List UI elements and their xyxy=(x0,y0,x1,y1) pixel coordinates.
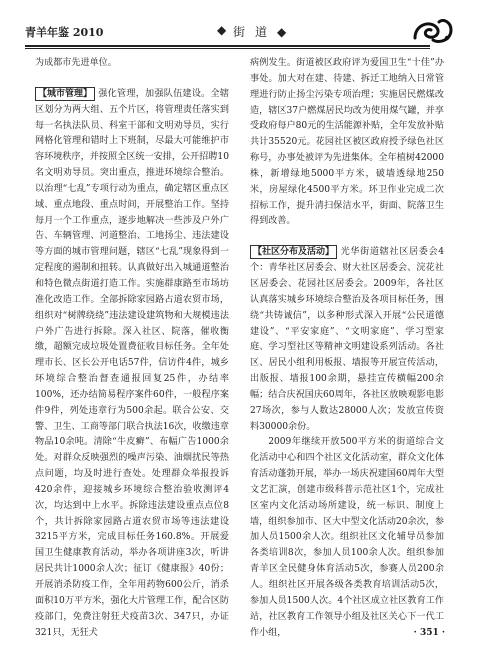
city-management-heading: 【城市管理】 xyxy=(35,87,95,101)
book-title: 青羊年鉴 2010 xyxy=(25,26,104,39)
page-number: · 351 · xyxy=(413,628,445,638)
community-paragraph-2: 2009年继续开放500平方米的街道综合文化活动中心和四个社区文化活动室，群众文化体育活动蓬勃开展，举办一场庆祝建国60周年大型文艺汇演，创建市级科普示范社区1个，完成社区室内文化活动场所建设，统一标识、制度上墙，组织参加市、区大中型文化活动20余次，参加人员1500余人次。组织社区文化辅导员参加各类培训8次，参加人员100余人次。组织参加青羊区全民健身体育活动5次，参赛人员200余人。组织社区开展各级各类教育培训活动5次，参加人员1500人次。4个社区成立社区教育工作站，社区教育工作领导小组及社区关心下一代工作小组， xyxy=(250,437,444,638)
header-rule-thick xyxy=(25,45,430,47)
continuation-paragraph: 病例发生。街道被区政府评为爱国卫生“十佳”办事处。加大对在建、待建、拆迁工地纳入日常管理进行防止扬尘污染专项治理；实施居民燃煤改造，辖区37户燃煤居民均改为使用煤气罐，并享受政府每户80元的生活能源补贴，全年发放补贴共计35520元。花园社区被区政府授予绿色社区称号，办事处被评为先进集体。全年植树42000株，新增绿地5000平方米，破墙透绿地250米，房屋绿化4500平方米。环卫作业完成二次招标工作，提升清扫保洁水平，街面、院落卫生得到改善。 xyxy=(250,58,444,227)
community-body: 光华街道辖社区居委会4个：青华社区居委会、财大社区居委会、浣花社区居委会、花园社区居委会。2009年，各社区认真落实城乡环境综合整治及各项目标任务，围绕“共铸诚信”，以多种形式深入开展“公民道德建设”、“平安家庭”、“文明家庭”、学习型家庭、学习型社区等精神文明建设系列活动。各社区、居民小组利用板报、墙报等开展宣传活动，出版报、墙报100余期，悬挂宣传横幅200余幅；结合庆祝国庆60周年，各社区放映观影电影27场次，参与人数达28000人次；发放宣传资料30000余份。 xyxy=(250,247,444,432)
community-paragraph xyxy=(250,245,444,435)
right-column xyxy=(250,56,444,641)
section-title: 街道◆ xyxy=(233,25,297,39)
city-management-paragraph xyxy=(35,87,229,642)
swirl-logo-icon xyxy=(409,16,455,46)
header-rule-thin xyxy=(25,48,430,49)
left-column xyxy=(35,56,229,641)
community-heading: 【社区分布及活动】 xyxy=(250,245,337,259)
intro-line: 为成都市先进单位。 xyxy=(35,58,117,68)
city-management-body: 强化管理，加强队伍建设。全辖区划分为两大组、五个片区，将管理责任落实到每一名执法队员、科室干部和文明劝导员，实行网格化管理和错时上下班制，尽最大可能维护市容环境秩序，并按照全区统一安排，公开招聘10名文明劝导员。突出重点，推进环境综合整治。以治理“七乱”专项行动为重点，确定辖区重点区域、重点地段、重点时间，开展整治工作。坚持每月一个工作重点，逐步地解决一些涉及户外广告、车辆管理、河道整治、工地扬尘、违法建设等方面的城市管理问题，辖区“七乱”现象得到一定程度的遏制和扭转。认真做好出入城通道整治和特色微点街道打造工作。实施群康路至市场坊准化改造工作。全部拆除家园路占道农贸市场，组织对“树牌绕绕”违法建设建筑物和大规模违法户外广告进行拆除。深入社区、院落，催收衡缴，超额完成垃圾处置费征收目标任务。全年处理市长、区长公开电话57件，信访件4件，城乡环境综合整治督查通报回复25件，办结率100%，还办结简易程序案件60件，一般程序案件9件，列处违章行为500余起。联合公安、交警、卫生、工商等部门联合执法16次，收缴违章物品10余吨。清除“牛皮癣”、布幅广告1000余处。对群众反映强烈的噪声污染、油烟扰民等热点问题，均及时进行查处。处理群众举报投诉420余件，迎接城乡环境综合整治验收测评4次，均达到中上水平。拆除违法建设重点点位8个，共计拆除家园路占道农贸市场等违法建设3215平方米，完成目标任务160.8%。开展爱国卫生健康教育活动，举办各项讲座3次，听讲居民共计1000余人次；征订《健康报》40份；开展消杀防疫工作，全年用药物600公斤，消杀面积10万平方米，强化大片管理工作，配合区防疫部门，免费注射狂犬疫苗3次、347只，办证321只，无狂犬 xyxy=(35,88,229,638)
page-header xyxy=(25,22,455,44)
diamond-separator: ◆ xyxy=(217,23,227,37)
